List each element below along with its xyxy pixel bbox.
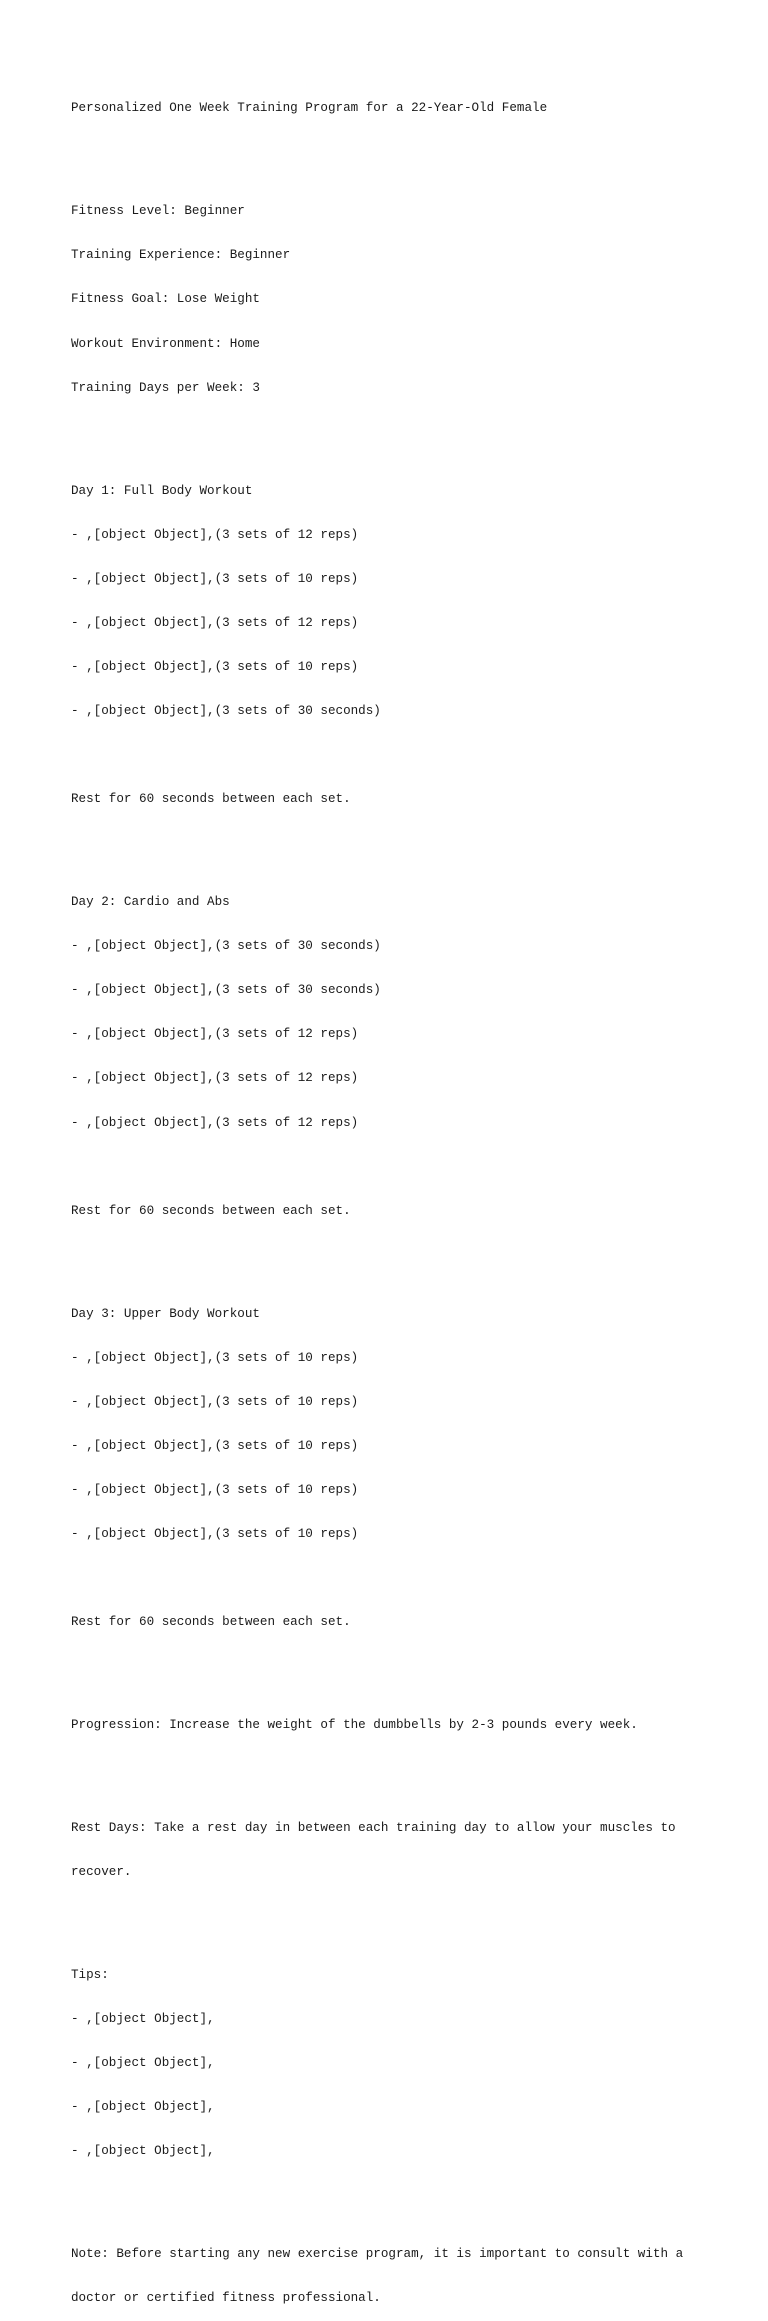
day-1-exercise: - ,[object Object],(3 sets of 10 reps) bbox=[71, 571, 359, 586]
spacer bbox=[71, 748, 711, 763]
spacer bbox=[71, 1571, 711, 1586]
spacer bbox=[71, 1160, 711, 1175]
day-2-rest-note: Rest for 60 seconds between each set. bbox=[71, 1203, 351, 1218]
day-3-exercise: - ,[object Object],(3 sets of 10 reps) bbox=[71, 1438, 359, 1453]
progression-line: Progression: Increase the weight of the dumbbells by 2-3 pounds every week. bbox=[71, 1718, 638, 1733]
tip-item: - ,[object Object], bbox=[71, 2012, 215, 2027]
rest-days-line: Rest Days: Take a rest day in between each training day to allow your muscles to bbox=[71, 1821, 676, 1836]
tips-heading: Tips: bbox=[71, 1968, 109, 1983]
day-2-exercise: - ,[object Object],(3 sets of 30 seconds) bbox=[71, 983, 381, 998]
day-3-exercise: - ,[object Object],(3 sets of 10 reps) bbox=[71, 1394, 359, 1409]
rest-days-line: recover. bbox=[71, 1865, 132, 1880]
fitness-level-line: Fitness Level: Beginner bbox=[71, 204, 245, 219]
tip-item: - ,[object Object], bbox=[71, 2056, 215, 2071]
spacer bbox=[71, 1248, 711, 1263]
training-days-line: Training Days per Week: 3 bbox=[71, 380, 260, 395]
document-body bbox=[71, 72, 711, 2321]
spacer bbox=[71, 1659, 711, 1674]
workout-environment-line: Workout Environment: Home bbox=[71, 336, 260, 351]
day-1-exercise: - ,[object Object],(3 sets of 12 reps) bbox=[71, 615, 359, 630]
day-1-rest-note: Rest for 60 seconds between each set. bbox=[71, 792, 351, 807]
day-1-heading: Day 1: Full Body Workout bbox=[71, 483, 253, 498]
day-2-exercise: - ,[object Object],(3 sets of 12 reps) bbox=[71, 1115, 359, 1130]
day-3-heading: Day 3: Upper Body Workout bbox=[71, 1306, 260, 1321]
spacer bbox=[71, 425, 711, 440]
tip-item: - ,[object Object], bbox=[71, 2100, 215, 2115]
day-2-exercise: - ,[object Object],(3 sets of 30 seconds) bbox=[71, 939, 381, 954]
training-experience-line: Training Experience: Beginner bbox=[71, 248, 291, 263]
day-2-exercise: - ,[object Object],(3 sets of 12 reps) bbox=[71, 1027, 359, 1042]
note-line: Note: Before starting any new exercise program, it is important to consult with a bbox=[71, 2247, 684, 2262]
tip-item: - ,[object Object], bbox=[71, 2144, 215, 2159]
day-3-rest-note: Rest for 60 seconds between each set. bbox=[71, 1615, 351, 1630]
day-1-exercise: - ,[object Object],(3 sets of 10 reps) bbox=[71, 659, 359, 674]
day-1-exercise: - ,[object Object],(3 sets of 12 reps) bbox=[71, 527, 359, 542]
fitness-goal-line: Fitness Goal: Lose Weight bbox=[71, 292, 260, 307]
note-line: doctor or certified fitness professional. bbox=[71, 2291, 381, 2306]
day-1-exercise: - ,[object Object],(3 sets of 30 seconds) bbox=[71, 704, 381, 719]
spacer bbox=[71, 1909, 711, 1924]
day-3-exercise: - ,[object Object],(3 sets of 10 reps) bbox=[71, 1483, 359, 1498]
day-3-exercise: - ,[object Object],(3 sets of 10 reps) bbox=[71, 1527, 359, 1542]
day-3-exercise: - ,[object Object],(3 sets of 10 reps) bbox=[71, 1350, 359, 1365]
spacer bbox=[71, 2189, 711, 2204]
day-2-heading: Day 2: Cardio and Abs bbox=[71, 895, 230, 910]
spacer bbox=[71, 1762, 711, 1777]
spacer bbox=[71, 146, 711, 161]
spacer bbox=[71, 836, 711, 851]
document-title: Personalized One Week Training Program for a 22-Year-Old Female bbox=[71, 101, 548, 116]
day-2-exercise: - ,[object Object],(3 sets of 12 reps) bbox=[71, 1071, 359, 1086]
